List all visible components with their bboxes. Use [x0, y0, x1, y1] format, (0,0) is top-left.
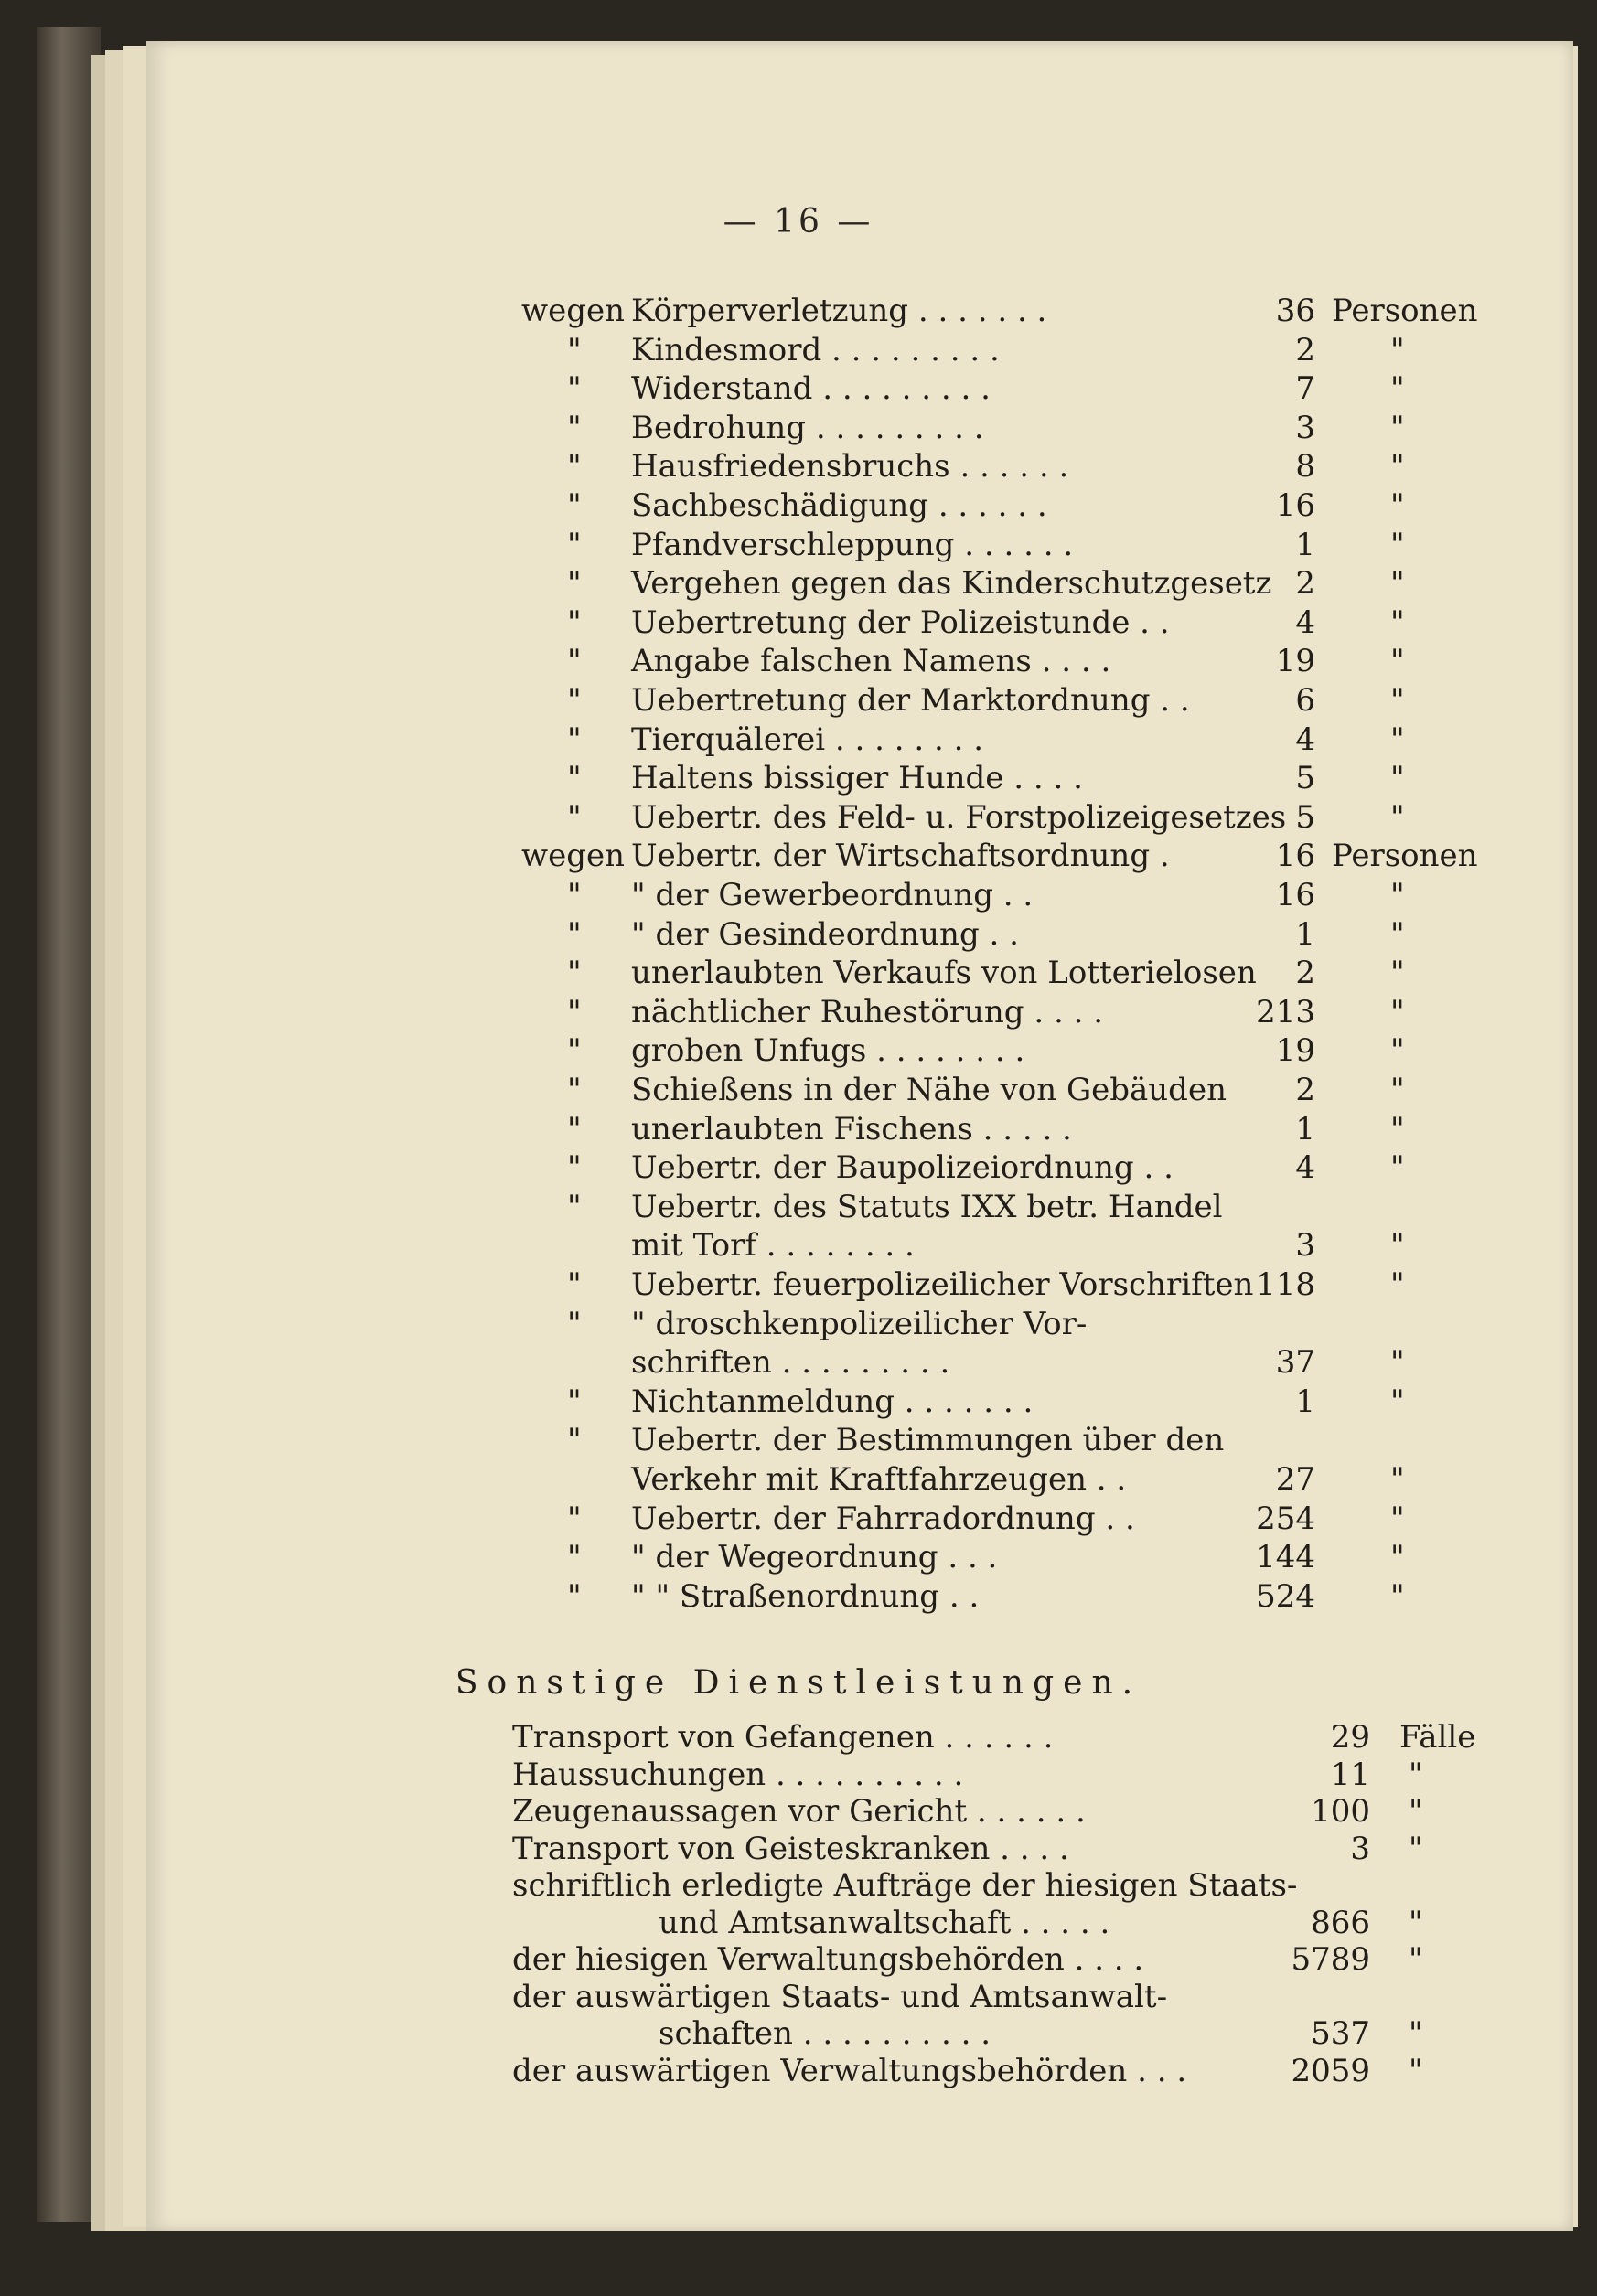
offense-prefix: "	[567, 1110, 582, 1148]
offense-row	[0, 1499, 1597, 1539]
offense-row	[0, 836, 1597, 876]
offense-row	[0, 641, 1597, 681]
service-row	[0, 2051, 1597, 2091]
offense-count: 118	[1256, 1266, 1315, 1303]
offense-prefix: "	[567, 370, 582, 408]
services-heading: Sonstige Dienstleistungen.	[455, 1664, 1142, 1702]
offense-text: Haltens bissiger Hunde . . . .	[631, 760, 1083, 797]
service-count: 866	[1311, 1904, 1370, 1941]
offense-prefix: "	[567, 1305, 582, 1342]
service-unit: "	[1409, 1941, 1423, 1978]
offense-text: Uebertr. des Statuts IXX betr. Handel	[631, 1188, 1223, 1225]
service-count: 29	[1330, 1719, 1370, 1756]
offense-prefix: "	[567, 915, 582, 953]
offense-prefix: "	[567, 760, 582, 797]
offense-unit: "	[1390, 1461, 1405, 1498]
offense-text: nächtlicher Ruhestörung . . . .	[631, 993, 1104, 1031]
offense-unit: Personen	[1332, 293, 1478, 329]
offense-text: unerlaubten Verkaufs von Lotterielosen	[631, 955, 1257, 992]
offense-text: " der Gewerbeordnung . .	[631, 877, 1034, 913]
offense-text: Nichtanmeldung . . . . . . .	[631, 1383, 1034, 1420]
service-text: der hiesigen Verwaltungsbehörden . . . .	[512, 1941, 1144, 1978]
service-text: Transport von Gefangenen . . . . . .	[512, 1719, 1054, 1756]
offense-row	[0, 368, 1597, 409]
offense-row	[0, 992, 1597, 1032]
offense-count: 27	[1275, 1461, 1315, 1498]
offense-text: Körperverletzung . . . . . . .	[631, 293, 1047, 329]
offense-count: 36	[1275, 293, 1315, 329]
offense-unit: "	[1390, 1110, 1405, 1148]
offense-row	[0, 1459, 1597, 1500]
offense-row	[0, 1265, 1597, 1305]
offense-count: 254	[1256, 1500, 1315, 1537]
offense-text: Bedrohung . . . . . . . . .	[631, 409, 984, 446]
service-text: der auswärtigen Staats- und Amtsanwalt-	[512, 1978, 1168, 2015]
offense-row	[0, 1148, 1597, 1188]
offense-row	[0, 875, 1597, 915]
offense-prefix: "	[567, 1500, 582, 1537]
offense-count: 37	[1275, 1344, 1315, 1382]
offense-prefix: "	[567, 487, 582, 524]
offense-unit: "	[1390, 798, 1405, 836]
offense-count: 4	[1295, 721, 1315, 758]
offense-text: Vergehen gegen das Kinderschutzgesetz	[631, 565, 1272, 603]
offense-text: Tierquälerei . . . . . . . .	[631, 721, 984, 758]
offense-text: Uebertr. feuerpolizeilicher Vorschriften	[631, 1266, 1254, 1303]
offense-prefix: "	[567, 331, 582, 368]
offense-text: " droschkenpolizeilicher Vor-	[631, 1305, 1088, 1342]
offense-prefix: "	[567, 526, 582, 563]
offense-prefix: "	[567, 682, 582, 719]
offense-text: Uebertr. der Baupolizeiordnung . .	[631, 1149, 1174, 1187]
offense-count: 16	[1275, 487, 1315, 524]
service-unit: "	[1409, 1830, 1423, 1867]
offense-text: Uebertr. der Bestimmungen über den	[631, 1422, 1225, 1459]
offense-row	[0, 330, 1597, 370]
offense-count: 16	[1275, 877, 1315, 913]
service-unit: "	[1409, 1756, 1423, 1793]
offense-row	[0, 1031, 1597, 1071]
offense-unit: "	[1390, 1032, 1405, 1070]
offense-text: mit Torf . . . . . . . .	[631, 1227, 915, 1265]
offense-unit: "	[1390, 1072, 1405, 1108]
offense-unit: "	[1390, 915, 1405, 953]
offense-text: Pfandverschleppung . . . . . .	[631, 526, 1074, 563]
offense-prefix: "	[567, 1149, 582, 1187]
offense-count: 3	[1295, 1227, 1315, 1265]
offense-count: 4	[1295, 603, 1315, 641]
offense-count: 524	[1256, 1577, 1315, 1615]
offense-row	[0, 797, 1597, 838]
offense-prefix: "	[567, 1266, 582, 1303]
offense-unit: Personen	[1332, 838, 1478, 875]
offense-text: " " Straßenordnung . .	[631, 1577, 980, 1615]
offense-unit: "	[1390, 877, 1405, 913]
offense-row	[0, 1109, 1597, 1149]
offense-row	[0, 1537, 1597, 1577]
offense-count: 5	[1295, 798, 1315, 836]
service-count: 3	[1350, 1830, 1370, 1867]
offense-text: Angabe falschen Namens . . . .	[631, 643, 1111, 680]
offense-unit: "	[1390, 1266, 1405, 1303]
service-row	[0, 1903, 1597, 1943]
offense-text: unerlaubten Fischens . . . . .	[631, 1110, 1072, 1148]
offense-row	[0, 446, 1597, 486]
service-count: 5789	[1291, 1941, 1370, 1978]
offense-unit: "	[1390, 487, 1405, 524]
offense-text: Uebertretung der Polizeistunde . .	[631, 603, 1170, 641]
service-row	[0, 1865, 1597, 1906]
service-text: und Amtsanwaltschaft . . . . .	[659, 1904, 1110, 1941]
offense-row	[0, 603, 1597, 643]
offense-unit: "	[1390, 1383, 1405, 1420]
offense-count: 2	[1295, 565, 1315, 603]
service-unit: Fälle	[1399, 1719, 1476, 1756]
offense-count: 1	[1295, 1383, 1315, 1420]
offense-prefix: "	[567, 955, 582, 992]
offense-prefix: "	[567, 643, 582, 680]
offense-text: Uebertr. der Wirtschaftsordnung .	[631, 838, 1170, 875]
offense-row	[0, 758, 1597, 798]
service-unit: "	[1409, 1904, 1423, 1941]
service-unit: "	[1409, 2052, 1423, 2089]
service-row	[0, 1717, 1597, 1757]
offense-row	[0, 1420, 1597, 1460]
offense-text: Uebertretung der Marktordnung . .	[631, 682, 1190, 719]
service-text: Zeugenaussagen vor Gericht . . . . . .	[512, 1793, 1086, 1830]
offense-unit: "	[1390, 331, 1405, 368]
service-text: der auswärtigen Verwaltungsbehörden . . .	[512, 2052, 1187, 2089]
offense-prefix: "	[567, 1383, 582, 1420]
service-unit: "	[1409, 2015, 1423, 2052]
offense-prefix: wegen	[521, 293, 626, 329]
offense-prefix: "	[567, 1539, 582, 1576]
offense-text: Kindesmord . . . . . . . . .	[631, 331, 1000, 368]
offense-row	[0, 1304, 1597, 1344]
offense-prefix: "	[567, 721, 582, 758]
offense-prefix: "	[567, 603, 582, 641]
offense-row	[0, 1382, 1597, 1422]
offense-count: 19	[1275, 643, 1315, 680]
offense-unit: "	[1390, 1539, 1405, 1576]
offense-count: 213	[1256, 993, 1315, 1031]
offense-row	[0, 408, 1597, 448]
offense-row	[0, 1070, 1597, 1110]
offense-row	[0, 486, 1597, 526]
offense-unit: "	[1390, 565, 1405, 603]
offense-prefix: "	[567, 1032, 582, 1070]
service-count: 2059	[1291, 2052, 1370, 2089]
offense-row	[0, 1576, 1597, 1617]
offense-unit: "	[1390, 721, 1405, 758]
offense-row	[0, 525, 1597, 565]
offense-unit: "	[1390, 1577, 1405, 1615]
service-row	[0, 2013, 1597, 2054]
offense-count: 1	[1295, 526, 1315, 563]
offense-unit: "	[1390, 643, 1405, 680]
offense-row	[0, 1225, 1597, 1265]
offense-count: 19	[1275, 1032, 1315, 1070]
offense-prefix: "	[567, 409, 582, 446]
service-text: Transport von Geisteskranken . . . .	[512, 1830, 1069, 1867]
offense-row	[0, 291, 1597, 331]
service-row	[0, 1829, 1597, 1869]
offense-unit: "	[1390, 1344, 1405, 1382]
offense-prefix: "	[567, 1577, 582, 1615]
offense-text: Uebertr. des Feld- u. Forstpolizeigesetzes	[631, 798, 1287, 836]
service-row	[0, 1939, 1597, 1980]
offense-count: 7	[1295, 370, 1315, 408]
offense-unit: "	[1390, 448, 1405, 486]
service-row	[0, 1755, 1597, 1795]
offense-row	[0, 1342, 1597, 1383]
page-number: — 16 —	[723, 203, 874, 240]
offense-prefix: "	[567, 798, 582, 836]
offense-prefix: "	[567, 1188, 582, 1225]
offense-count: 3	[1295, 409, 1315, 446]
offense-prefix: "	[567, 993, 582, 1031]
offense-prefix: "	[567, 1072, 582, 1108]
offense-text: Widerstand . . . . . . . . .	[631, 370, 991, 408]
offense-count: 144	[1256, 1539, 1315, 1576]
offense-unit: "	[1390, 993, 1405, 1031]
offense-text: " der Gesindeordnung . .	[631, 915, 1019, 953]
offense-row	[0, 680, 1597, 721]
service-count: 11	[1330, 1756, 1370, 1793]
offense-text: Hausfriedensbruchs . . . . . .	[631, 448, 1069, 486]
offense-unit: "	[1390, 1500, 1405, 1537]
offense-text: Verkehr mit Kraftfahrzeugen . .	[631, 1461, 1127, 1498]
offense-count: 16	[1275, 838, 1315, 875]
offense-count: 1	[1295, 915, 1315, 953]
offense-count: 2	[1295, 955, 1315, 992]
offense-unit: "	[1390, 955, 1405, 992]
service-row	[0, 1977, 1597, 2017]
offense-text: groben Unfugs . . . . . . . .	[631, 1032, 1025, 1070]
offense-count: 2	[1295, 331, 1315, 368]
offense-unit: "	[1390, 409, 1405, 446]
service-unit: "	[1409, 1793, 1423, 1830]
offense-unit: "	[1390, 370, 1405, 408]
offense-text: schriften . . . . . . . . .	[631, 1344, 950, 1382]
service-text: schriftlich erledigte Aufträge der hiesigen Staats-	[512, 1867, 1298, 1904]
offense-unit: "	[1390, 603, 1405, 641]
offense-prefix: "	[567, 565, 582, 603]
offense-text: Schießens in der Nähe von Gebäuden	[631, 1072, 1227, 1108]
service-count: 537	[1311, 2015, 1370, 2052]
offense-unit: "	[1390, 1149, 1405, 1187]
offense-count: 8	[1295, 448, 1315, 486]
offense-count: 1	[1295, 1110, 1315, 1148]
offense-row	[0, 953, 1597, 993]
offense-text: Uebertr. der Fahrradordnung . .	[631, 1500, 1135, 1537]
offense-prefix: "	[567, 448, 582, 486]
offense-prefix: "	[567, 1422, 582, 1459]
offense-row	[0, 1187, 1597, 1227]
service-text: Haussuchungen . . . . . . . . . .	[512, 1756, 964, 1793]
offense-unit: "	[1390, 682, 1405, 719]
offense-unit: "	[1390, 526, 1405, 563]
offense-count: 2	[1295, 1072, 1315, 1108]
offense-row	[0, 720, 1597, 760]
service-count: 100	[1311, 1793, 1370, 1830]
offense-text: " der Wegeordnung . . .	[631, 1539, 998, 1576]
offense-row	[0, 914, 1597, 955]
offense-unit: "	[1390, 1227, 1405, 1265]
offense-prefix: "	[567, 877, 582, 913]
service-row	[0, 1791, 1597, 1831]
offense-count: 5	[1295, 760, 1315, 797]
offense-count: 6	[1295, 682, 1315, 719]
offense-unit: "	[1390, 760, 1405, 797]
service-text: schaften . . . . . . . . . .	[659, 2015, 991, 2052]
offense-count: 4	[1295, 1149, 1315, 1187]
offense-prefix: wegen	[521, 838, 626, 875]
offense-row	[0, 563, 1597, 603]
offense-text: Sachbeschädigung . . . . . .	[631, 487, 1047, 524]
